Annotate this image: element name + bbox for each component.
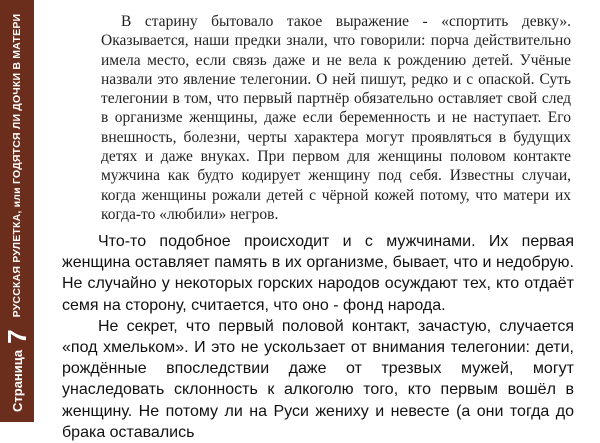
page-sidebar — [0, 0, 34, 422]
running-title: РУССКАЯ РУЛЕТКА, или ГОДЯТСЯ ЛИ ДОЧКИ В МАТЕРИ — [11, 13, 23, 318]
page-number: 7 — [2, 329, 32, 344]
sidebar-rotated-content — [0, 0, 34, 422]
serif-paragraph: В старину бытовало такое выражение - «спортить девку». Оказывается, наши предки знали, что говорили: порча действительно имела место, если связь даже и не вела к рождению детей. Учёные назвали это явление телегонии. О ней пишут, редко и с опаской. Суть телегонии в том, что первый партнёр обязательно оставляет свой след в организме женщины, даже если беременность и не наступает. Его внешность, болезни, черты характера могут проявляться в будущих детях и даже внуках. При первом для женщины половом контакте мужчина как будто кодирует женщину под себя. Известны случаи, когда женщины рожали детей с чёрной кожей потому, что матери их когда-то «любили» негров. — [101, 13, 571, 223]
sans-paragraph-1: Что-то подобное происходит и с мужчинами. Их первая женщина оставляет память в их организме, бывает, что и недобрую. Не случайно у некоторых горских народов осуждают тех, кто отдаёт семя на сторону, считается, что оно - фонд народа. — [62, 233, 574, 314]
sans-text-block — [62, 231, 574, 443]
page-label: Страница — [9, 349, 25, 412]
sans-paragraph-2: Не секрет, что первый половой контакт, зачастую, случается «под хмельком». И это не ускользает от внимания телегонии: дети, рождённые впоследствии даже от трезвых мужей, могут унаследовать склонность к алкоголю того, кто первым вошёл в женщину. Не потому ли на Руси жениху и невесте (а они тогда до брака оставались — [62, 317, 574, 441]
